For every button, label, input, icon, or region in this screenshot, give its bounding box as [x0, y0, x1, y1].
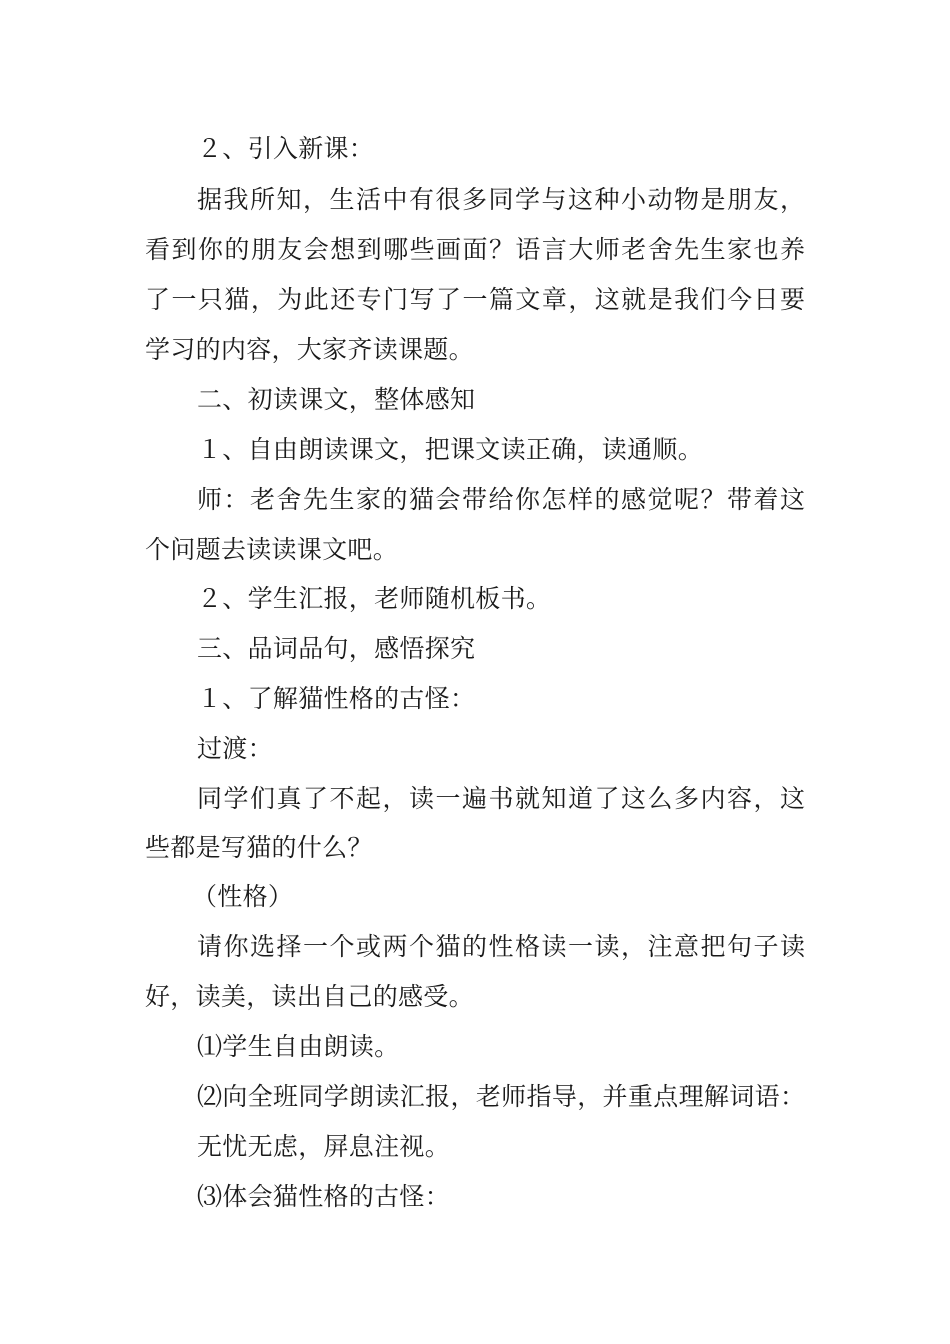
paragraph-line: 学习的内容，大家齐读课题。 [145, 335, 474, 364]
section-heading-explore: 三、品词品句，感悟探究 [197, 634, 476, 663]
list-item: １、自由朗读课文，把课文读正确，读通顺。 [197, 435, 704, 464]
paragraph-line: 同学们真了不起，读一遍书就知道了这么多内容，这 [197, 784, 805, 813]
paragraph-line: （性格） [192, 882, 294, 911]
list-item: ⑴学生自由朗读。 [197, 1032, 400, 1061]
paragraph-line: 个问题去读读课文吧。 [145, 535, 399, 564]
section-heading-intro: ２、引入新课： [197, 134, 375, 163]
list-item: ２、学生汇报，老师随机板书。 [197, 584, 552, 613]
paragraph-line: 好，读美，读出自己的感受。 [145, 982, 474, 1011]
paragraph-line: 了一只猫，为此还专门写了一篇文章，这就是我们今日要 [145, 285, 805, 314]
section-heading-first-reading: 二、初读课文，整体感知 [197, 385, 476, 414]
paragraph-line: 看到你的朋友会想到哪些画面？语言大师老舍先生家也养 [145, 235, 805, 264]
paragraph-line: 据我所知，生活中有很多同学与这种小动物是朋友， [197, 185, 805, 214]
paragraph-line: 些都是写猫的什么？ [145, 833, 373, 862]
paragraph-line: 请你选择一个或两个猫的性格读一读，注意把句子读 [197, 932, 805, 961]
paragraph-line: 无忧无虑，屏息注视。 [197, 1132, 451, 1161]
paragraph-line: 师：老舍先生家的猫会带给你怎样的感觉呢？带着这 [197, 485, 805, 514]
paragraph-line: 过渡： [197, 734, 273, 763]
list-item: ⑵向全班同学朗读汇报，老师指导，并重点理解词语： [197, 1082, 805, 1111]
list-item: ⑶体会猫性格的古怪： [197, 1182, 451, 1211]
list-item: １、了解猫性格的古怪： [197, 684, 476, 713]
